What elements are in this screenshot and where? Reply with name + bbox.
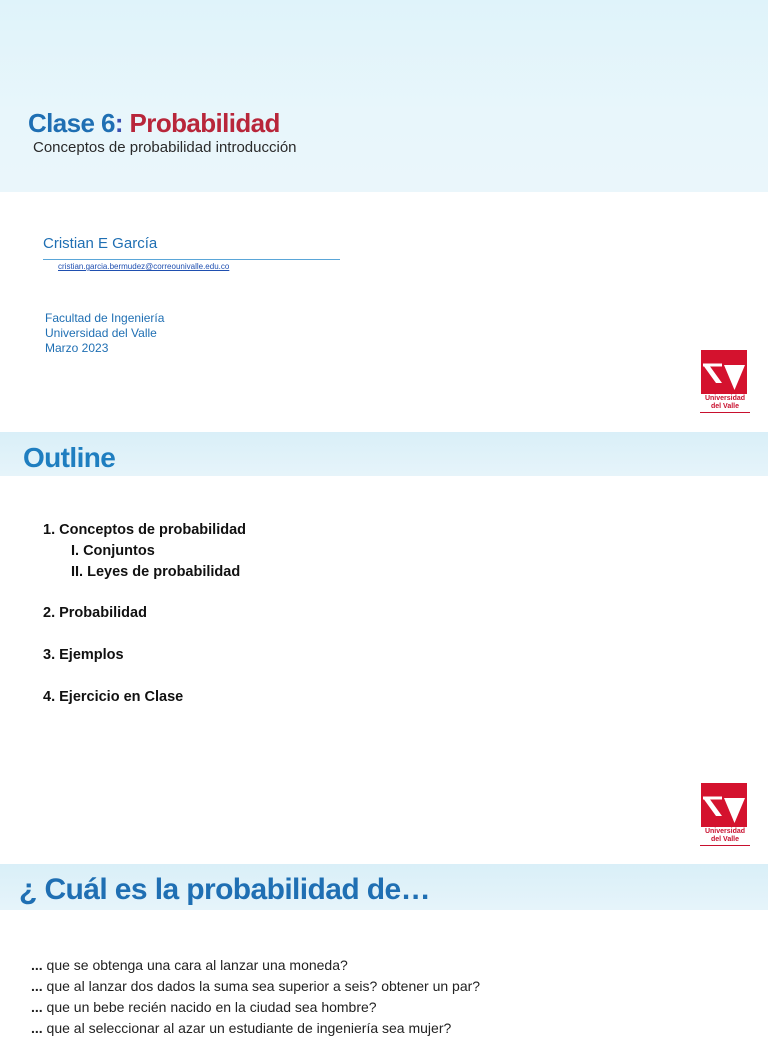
author-name: Cristian E García	[43, 235, 158, 252]
univalle-emblem-icon	[700, 349, 748, 395]
question-item	[31, 956, 480, 977]
slide-title	[28, 108, 280, 139]
logo-text-line1: Universidad	[704, 395, 746, 402]
title-slide	[0, 0, 768, 430]
question-item	[31, 977, 480, 998]
question-slide	[0, 864, 768, 1036]
outline-title: Outline	[23, 442, 116, 473]
outline-item: 2. Probabilidad	[43, 605, 147, 621]
date-text: Marzo 2023	[45, 341, 109, 355]
title-colon: :	[114, 108, 123, 138]
outline-subitem: I. Conjuntos	[71, 543, 155, 559]
question-text: que al seleccionar al azar un estudiante de ingeniería sea mujer?	[42, 1020, 452, 1036]
university-text: Universidad del Valle	[45, 326, 157, 340]
outline-subitem: II. Leyes de probabilidad	[71, 564, 241, 580]
question-item	[31, 1019, 480, 1040]
univalle-emblem-icon	[700, 782, 748, 828]
ellipsis-prefix: ...	[31, 957, 43, 973]
slide-subtitle: Conceptos de probabilidad introducción	[33, 139, 297, 156]
ellipsis-prefix: ...	[31, 999, 43, 1015]
outline-item: 3. Ejemplos	[43, 647, 124, 663]
outline-item: 1. Conceptos de probabilidad	[43, 522, 247, 538]
question-text: que se obtenga una cara al lanzar una moneda?	[42, 957, 348, 973]
author-divider	[43, 259, 340, 260]
title-header-band	[0, 0, 768, 192]
question-item	[31, 998, 480, 1019]
question-list	[31, 956, 480, 1040]
author-email-link[interactable]: cristian.garcia.bermudez@correounivalle.edu.co	[58, 262, 230, 271]
ellipsis-prefix: ...	[31, 978, 43, 994]
outline-slide	[0, 432, 768, 862]
outline-item: 4. Ejercicio en Clase	[43, 689, 184, 705]
logo-text-line1: Universidad	[704, 828, 746, 835]
logo-text-line2: del Valle	[710, 402, 740, 410]
faculty-text: Facultad de Ingeniería	[45, 311, 165, 325]
logo-text-line2: del Valle	[710, 835, 740, 843]
question-text: que al lanzar dos dados la suma sea superior a seis? obtener un par?	[42, 978, 481, 994]
univalle-logo	[700, 349, 750, 413]
ellipsis-prefix: ...	[31, 1020, 43, 1036]
logo-underline	[700, 412, 750, 413]
title-class-number: Clase 6	[28, 108, 115, 138]
question-title: ¿ Cuál es la probabilidad de…	[19, 873, 431, 906]
univalle-logo	[700, 782, 750, 846]
question-text: que un bebe recién nacido en la ciudad sea hombre?	[42, 999, 377, 1015]
affiliation-block	[45, 311, 164, 356]
logo-underline	[700, 845, 750, 846]
title-topic: Probabilidad	[122, 108, 280, 138]
